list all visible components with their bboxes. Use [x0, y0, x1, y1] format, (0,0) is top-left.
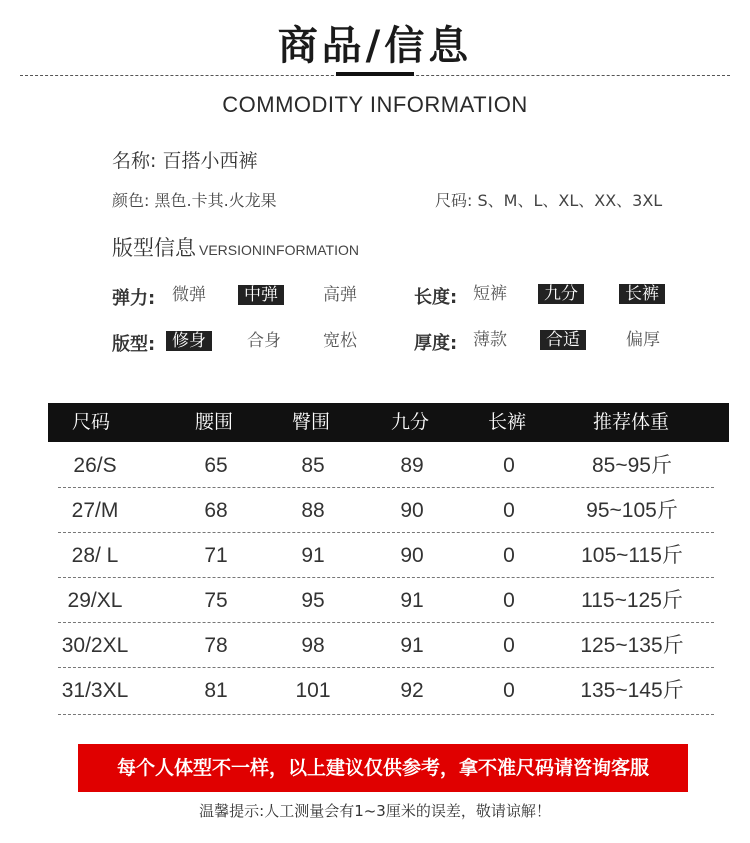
cell-hip: 85: [301, 454, 325, 477]
cell-ninth: 92: [400, 679, 424, 702]
thickness-option-moderate-selected: 合适: [540, 330, 586, 350]
page-subtitle: COMMODITY INFORMATION: [222, 92, 528, 117]
table-row: [48, 488, 729, 533]
cell-size: 31/3XL: [61, 679, 129, 702]
table-row: [48, 533, 729, 578]
header-recommended-weight: 推荐体重: [593, 411, 670, 433]
length-option-long-selected: 长裤: [619, 284, 665, 304]
elasticity-option-medium-selected: 中弹: [238, 285, 284, 305]
cell-long: 0: [503, 499, 515, 522]
cell-weight: 95~105斤: [586, 499, 678, 522]
thickness-option-thick: 偏厚: [626, 330, 660, 350]
product-name: 名称: 百搭小西裤: [112, 150, 258, 172]
measurement-note: 温馨提示:人工测量会有1~3厘米的误差，敬请谅解！: [199, 802, 551, 820]
header-long-length: 长裤: [488, 411, 527, 433]
cell-hip: 101: [295, 679, 331, 702]
cell-ninth: 91: [400, 589, 424, 612]
table-row: [48, 623, 729, 668]
length-option-ninth-selected: 九分: [538, 284, 584, 304]
elasticity-option-high: 高弹: [323, 285, 357, 305]
cell-weight: 115~125斤: [581, 589, 683, 612]
cell-size: 29/XL: [67, 589, 123, 612]
cell-ninth: 91: [400, 634, 424, 657]
cell-long: 0: [503, 589, 515, 612]
cell-waist: 81: [204, 679, 228, 702]
cell-hip: 91: [301, 544, 325, 567]
cell-weight: 85~95斤: [592, 454, 672, 477]
product-sizes: 尺码: S、M、L、XL、XX、3XL: [435, 191, 663, 210]
thickness-option-thin: 薄款: [473, 330, 507, 350]
cell-waist: 65: [204, 454, 228, 477]
table-row: [48, 578, 729, 623]
version-info-heading: [112, 232, 359, 262]
cell-hip: 88: [301, 499, 325, 522]
size-advice-banner: 每个人体型不一样，以上建议仅供参考，拿不准尺码请咨询客服: [78, 744, 688, 792]
fit-option-regular: 合身: [247, 331, 281, 351]
cell-waist: 68: [204, 499, 228, 522]
cell-hip: 98: [301, 634, 325, 657]
version-title-en: VERSIONINFORMATION: [199, 242, 359, 258]
cell-size: 27/M: [71, 499, 119, 522]
cell-size: 30/2XL: [61, 634, 129, 657]
cell-size: 26/S: [73, 454, 117, 477]
table-row: [48, 443, 729, 488]
header-ninth-length: 九分: [391, 411, 430, 433]
cell-waist: 78: [204, 634, 228, 657]
elasticity-option-slight: 微弹: [172, 285, 206, 305]
cell-size: 28/ L: [71, 544, 119, 567]
fit-option-slim-selected: 修身: [166, 331, 212, 351]
cell-long: 0: [503, 454, 515, 477]
version-title-cn: 版型信息: [112, 236, 196, 260]
cell-waist: 71: [204, 544, 228, 567]
page-title: 商品/信息: [277, 23, 473, 69]
cell-waist: 75: [204, 589, 228, 612]
size-table-header: [48, 403, 729, 442]
cell-ninth: 90: [400, 544, 424, 567]
cell-ninth: 89: [400, 454, 424, 477]
row-divider: [58, 714, 714, 715]
header-waist: 腰围: [195, 411, 234, 433]
fit-option-loose: 宽松: [323, 331, 357, 351]
header-size: 尺码: [72, 411, 111, 433]
product-colors: 颜色: 黑色.卡其.火龙果: [112, 191, 277, 210]
thickness-label: 厚度:: [414, 333, 458, 354]
header-hip: 臀围: [292, 411, 331, 433]
cell-long: 0: [503, 544, 515, 567]
cell-weight: 135~145斤: [580, 679, 684, 702]
cell-long: 0: [503, 634, 515, 657]
fit-label: 版型:: [112, 334, 156, 355]
length-option-shorts: 短裤: [473, 284, 507, 304]
cell-long: 0: [503, 679, 515, 702]
cell-ninth: 90: [400, 499, 424, 522]
cell-weight: 105~115斤: [581, 544, 683, 567]
table-row: [48, 668, 729, 713]
length-label: 长度:: [414, 287, 458, 308]
title-accent-bar: [336, 72, 414, 76]
cell-hip: 95: [301, 589, 325, 612]
elasticity-label: 弹力:: [112, 288, 156, 309]
cell-weight: 125~135斤: [580, 634, 684, 657]
